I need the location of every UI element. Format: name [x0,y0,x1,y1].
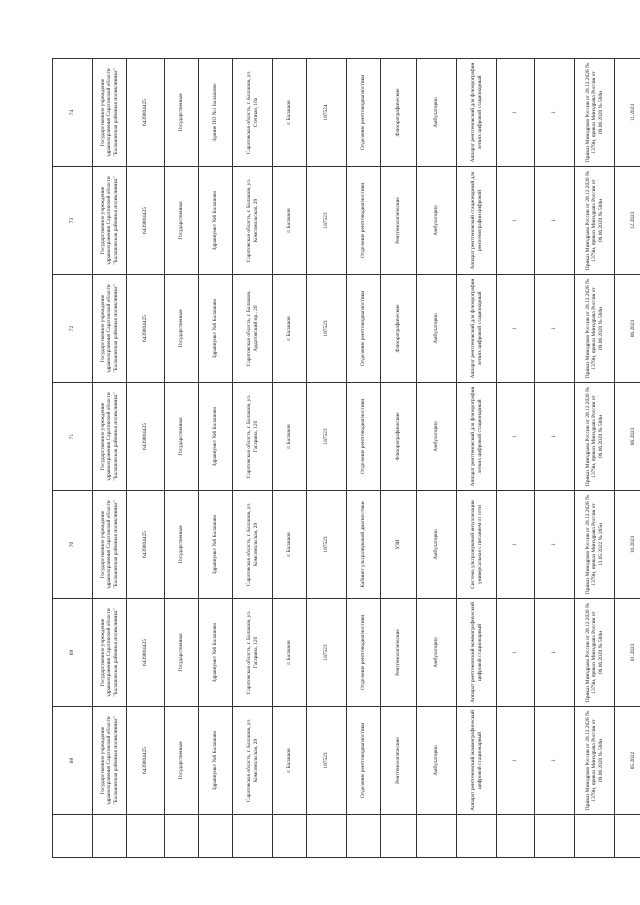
row-label-cell [273,815,307,858]
table-cell: Государственная [165,707,199,815]
table-cell: 1 [535,491,575,599]
table-cell: Саратовская область, г. Балашов, ул. Комсомольская, 29 [233,167,273,275]
table-cell: Рентгенологические [381,599,417,707]
table-cell: 6439004425 [127,167,165,275]
table-cell: Саратовская область, г. Балашов, ул. Гагарина, 12б [233,599,273,707]
table-cell: Амбулаторно [417,707,457,815]
column-number: 73 [53,167,93,275]
table-row [307,59,347,858]
column-number: 72 [53,275,93,383]
table-cell: 6439004425 [127,275,165,383]
table-cell: Отделение рентгенодиагностики [347,707,381,815]
table-cell: 187523 [307,383,347,491]
table-cell: г. Балашов [273,599,307,707]
table-cell: Амбулаторно [417,167,457,275]
table-cell: г. Балашов [273,383,307,491]
column-number: 69 [53,599,93,707]
row-label-cell [417,815,457,858]
table-cell: Флюорографические [381,383,417,491]
table-cell: Саратовская область, г. Балашов, ул. Комсомольская, 29 [233,707,273,815]
table-cell: Приказ Минздрава России от 28.12.2020 № 1379н, приказ Минздрава России от 09.06.2020 № 560н [575,599,615,707]
table-cell: Приказ Минздрава России от 28.12.2020 № 1379н, приказ Минздрава России от 09.06.2020 № 560н [575,383,615,491]
row-label-cell [457,815,497,858]
table-cell: г. Балашов [273,167,307,275]
row-label-cell [307,815,347,858]
header-row [53,59,93,858]
row-label-cell [497,815,535,858]
table-cell: 6439004425 [127,59,165,167]
table-cell: Отделение рентгенодиагностики [347,599,381,707]
table-cell: 187523 [307,275,347,383]
table-cell: Саратовская область, г. Балашов, Ардатовский пр., 29 [233,275,273,383]
table-cell: 05.2022 [615,707,640,815]
table-cell: Государственное учреждение здравоохранения Саратовской области "Балашовская районная поликлиника" [93,167,127,275]
table-cell: 12.2023 [615,167,640,275]
table-cell: Саратовская область, г. Балашов, ул. Комсомольская, 29 [233,491,273,599]
table-cell: г. Балашов [273,275,307,383]
table-cell: Флюорографические [381,275,417,383]
table-row [457,59,497,858]
table-row [233,59,273,858]
row-label-cell [347,815,381,858]
table-cell: Приказ Минздрава России от 28.12.2020 № 1379н, приказ Минздрава России от 09.06.2020 № 560н [575,167,615,275]
table-cell: 1 [535,275,575,383]
table-cell: 187523 [307,707,347,815]
table-cell: Флюорографические [381,59,417,167]
column-number: 71 [53,383,93,491]
table-cell: УЗИ [381,491,417,599]
table-cell: Амбулаторно [417,383,457,491]
table-cell: Приказ Минздрава России от 28.12.2020 № 1379н, приказ Минздрава России от 13.05.2022 № 265н [575,491,615,599]
table-cell: Здравпункт №6 Балашово [199,383,233,491]
table-cell: Амбулаторно [417,599,457,707]
table-cell: 1 [497,383,535,491]
table-cell: Здравпункт №6 Балашово [199,167,233,275]
table-row [497,59,535,858]
table-cell: Государственная [165,383,199,491]
table-cell: 1 [497,275,535,383]
table-row [93,59,127,858]
table-cell: Саратовская область, г. Балашов, ул. Гагарина, 12б [233,383,273,491]
table-cell: 10.2023 [615,491,640,599]
table-cell: Аппарат рентгеновский для флюорографии легких цифровой стационарный [457,275,497,383]
table-cell: г. Балашов [273,491,307,599]
table-cell: 1 [497,707,535,815]
table-cell: Приказ Минздрава России от 28.12.2020 № 1379н, приказ Минздрава России от 09.06.2020 № 560н [575,275,615,383]
table-cell: 1 [535,59,575,167]
table-cell: Государственное учреждение здравоохранения Саратовской области "Балашовская районная поликлиника" [93,275,127,383]
table-cell: Здравпункт №6 Балашово [199,707,233,815]
table-cell: Государственная [165,167,199,275]
table-cell: 1 [497,599,535,707]
table-cell: Аппарат рентгеновский для флюорографии легких цифровой стационарный [457,383,497,491]
table-cell: 1 [497,491,535,599]
table-cell: 6439004425 [127,383,165,491]
table-row [575,59,615,858]
table-cell: 1 [497,59,535,167]
table-cell: Государственная [165,275,199,383]
table-cell: г. Балашов [273,707,307,815]
column-number: 68 [53,707,93,815]
table-cell: 187523 [307,167,347,275]
table-cell: Государственная [165,59,199,167]
table-cell: Саратовская область, г. Балашов, ул. Степная, 10а [233,59,273,167]
row-label-cell [535,815,575,858]
table-cell: 01.2023 [615,599,640,707]
table-cell: Государственное учреждение здравоохранения Саратовской области "Балашовская районная поликлиника" [93,491,127,599]
equipment-table [52,58,640,858]
table-cell: 1 [535,167,575,275]
table-cell: Амбулаторно [417,59,457,167]
table-row [273,59,307,858]
table-cell: г. Балашов [273,59,307,167]
table-cell: 1 [535,599,575,707]
table-cell: Отделение рентгенодиагностики [347,59,381,167]
table-cell: Приказ Минздрава России от 28.12.2020 № 1379н, приказ Минздрава России от 09.06.2020 № 560н [575,59,615,167]
table-row [347,59,381,858]
table-cell: Государственное учреждение здравоохранения Саратовской области "Балашовская районная поликлиника" [93,599,127,707]
table-cell: 1 [497,167,535,275]
table-cell: Амбулаторно [417,275,457,383]
table-row [615,59,640,858]
table-cell: Государственная [165,491,199,599]
table-row [127,59,165,858]
table-cell: 11.2023 [615,59,640,167]
row-label-cell [233,815,273,858]
table-cell: Государственное учреждение здравоохранения Саратовской области "Балашовская районная поликлиника" [93,59,127,167]
table-cell: Государственная [165,599,199,707]
table-cell: Кабинет ультразвуковой диагностики [347,491,381,599]
table-cell: Система ультразвуковой визуализации универсальная с питанием от сети [457,491,497,599]
rotated-table-wrapper [52,58,637,858]
table-cell: Здание ПО №1 Балашово [199,59,233,167]
table-row [381,59,417,858]
row-label-cell [127,815,165,858]
table-cell: Аппарат рентгеновский для флюорографии легких цифровой стационарный [457,59,497,167]
table-cell: Отделение рентгенодиагностики [347,167,381,275]
table-cell: 187523 [307,599,347,707]
table-cell: Рентгенологические [381,167,417,275]
table-cell: Государственное учреждение здравоохранения Саратовской области "Балашовская районная поликлиника" [93,383,127,491]
row-label-cell [53,815,93,858]
table-cell: Здравпункт №6 Балашово [199,599,233,707]
table-cell: 6439004425 [127,599,165,707]
row-label-cell [575,815,615,858]
table-cell: 6439004425 [127,491,165,599]
table-cell: Приказ Минздрава России от 28.12.2020 № 1379н, приказ Минздрава России от 09.06.2020 № 560н [575,707,615,815]
table-cell: Здравпункт №6 Балашово [199,491,233,599]
table-cell: 187523 [307,491,347,599]
table-row [199,59,233,858]
table-cell: Аппарат рентгеновский маммографический цифровой стационарный [457,599,497,707]
table-cell: Государственное учреждение здравоохранения Саратовской области "Балашовская районная поликлиника" [93,707,127,815]
table-cell: 06.2023 [615,383,640,491]
table-cell: 187524 [307,59,347,167]
column-number: 70 [53,491,93,599]
table-cell: Здравпункт №6 Балашово [199,275,233,383]
table-row [535,59,575,858]
table-cell: 06.2023 [615,275,640,383]
row-label-cell [381,815,417,858]
table-row [165,59,199,858]
table-cell: Рентгенологические [381,707,417,815]
table-cell: Аппарат рентгеновский маммографический цифровой стационарный [457,707,497,815]
table-row [417,59,457,858]
row-label-cell [165,815,199,858]
table-cell: Амбулаторно [417,491,457,599]
column-number: 74 [53,59,93,167]
table-cell: 6439004425 [127,707,165,815]
table-cell: 1 [535,383,575,491]
table-cell: Отделение рентгенодиагностики [347,275,381,383]
row-label-cell [615,815,640,858]
row-label-cell [199,815,233,858]
table-cell: 1 [535,707,575,815]
table-cell: Отделение рентгенодиагностики [347,383,381,491]
table-cell: Аппарат рентгеновский стационарный для рентгенографии цифровой [457,167,497,275]
row-label-cell [93,815,127,858]
